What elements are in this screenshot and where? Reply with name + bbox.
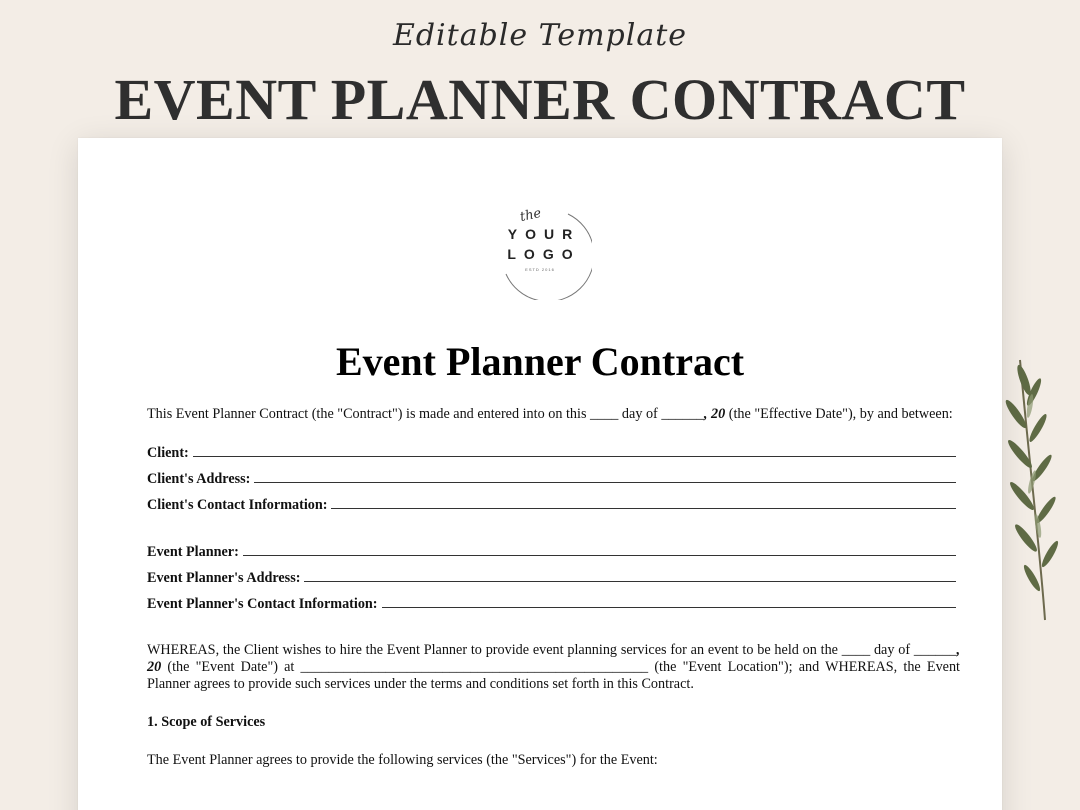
fill-in-line[interactable]: [331, 497, 956, 509]
logo-placeholder: [488, 196, 592, 300]
field-label: Event Planner's Address:: [147, 570, 301, 586]
field-label: Event Planner:: [147, 544, 239, 560]
olive-branch-decoration: [990, 350, 1070, 630]
banner-main-title: EVENT PLANNER CONTRACT: [114, 67, 966, 132]
whereas-paragraph: [147, 642, 960, 693]
client-fields: [147, 445, 960, 523]
planner-name-field[interactable]: [147, 544, 960, 570]
field-label: Client's Address:: [147, 471, 251, 487]
fill-in-line[interactable]: [254, 471, 956, 483]
section-1-text: The Event Planner agrees to provide the following services (the "Services") for the Event:: [147, 752, 658, 768]
logo-line-2: LOGO: [507, 246, 581, 262]
planner-address-field[interactable]: [147, 570, 960, 596]
whereas-year: , 20: [147, 642, 960, 675]
client-name-field[interactable]: [147, 445, 960, 471]
planner-fields: [147, 544, 960, 622]
intro-year: , 20: [703, 406, 726, 422]
logo-the-text: the: [518, 205, 543, 226]
client-contact-field[interactable]: [147, 497, 960, 523]
whereas-text-2: (the "Event Date") at _________________________________________________ (the "Event Location"); and WHEREAS, the Event Planner agrees to provide such services under the terms and conditions set forth in this Contract.: [147, 659, 960, 692]
intro-text-2: (the "Effective Date"), by and between:: [725, 406, 953, 422]
field-label: Event Planner's Contact Information:: [147, 596, 378, 612]
fill-in-line[interactable]: [243, 544, 956, 556]
logo-line-1: YOUR: [507, 226, 581, 242]
document-body: [147, 406, 960, 769]
section-1-title: 1. Scope of Services: [147, 714, 266, 730]
fill-in-line[interactable]: [304, 570, 956, 582]
contract-paper: [78, 138, 1002, 810]
fill-in-line[interactable]: [193, 445, 956, 457]
intro-paragraph: [147, 406, 960, 423]
intro-text-1: This Event Planner Contract (the "Contract") is made and entered into on this ____ day of ______: [147, 406, 704, 422]
field-label: Client's Contact Information:: [147, 497, 328, 513]
whereas-text-1: WHEREAS, the Client wishes to hire the Event Planner to provide event planning services for an event to be held on the ____ day of ______: [147, 642, 957, 658]
fill-in-line[interactable]: [382, 596, 956, 608]
client-address-field[interactable]: [147, 471, 960, 497]
planner-contact-field[interactable]: [147, 596, 960, 622]
banner-script-title: Editable Template: [392, 18, 688, 53]
field-label: Client:: [147, 445, 189, 461]
logo-estd: ESTD 2016: [525, 267, 555, 272]
document-title: Event Planner Contract: [335, 339, 745, 384]
